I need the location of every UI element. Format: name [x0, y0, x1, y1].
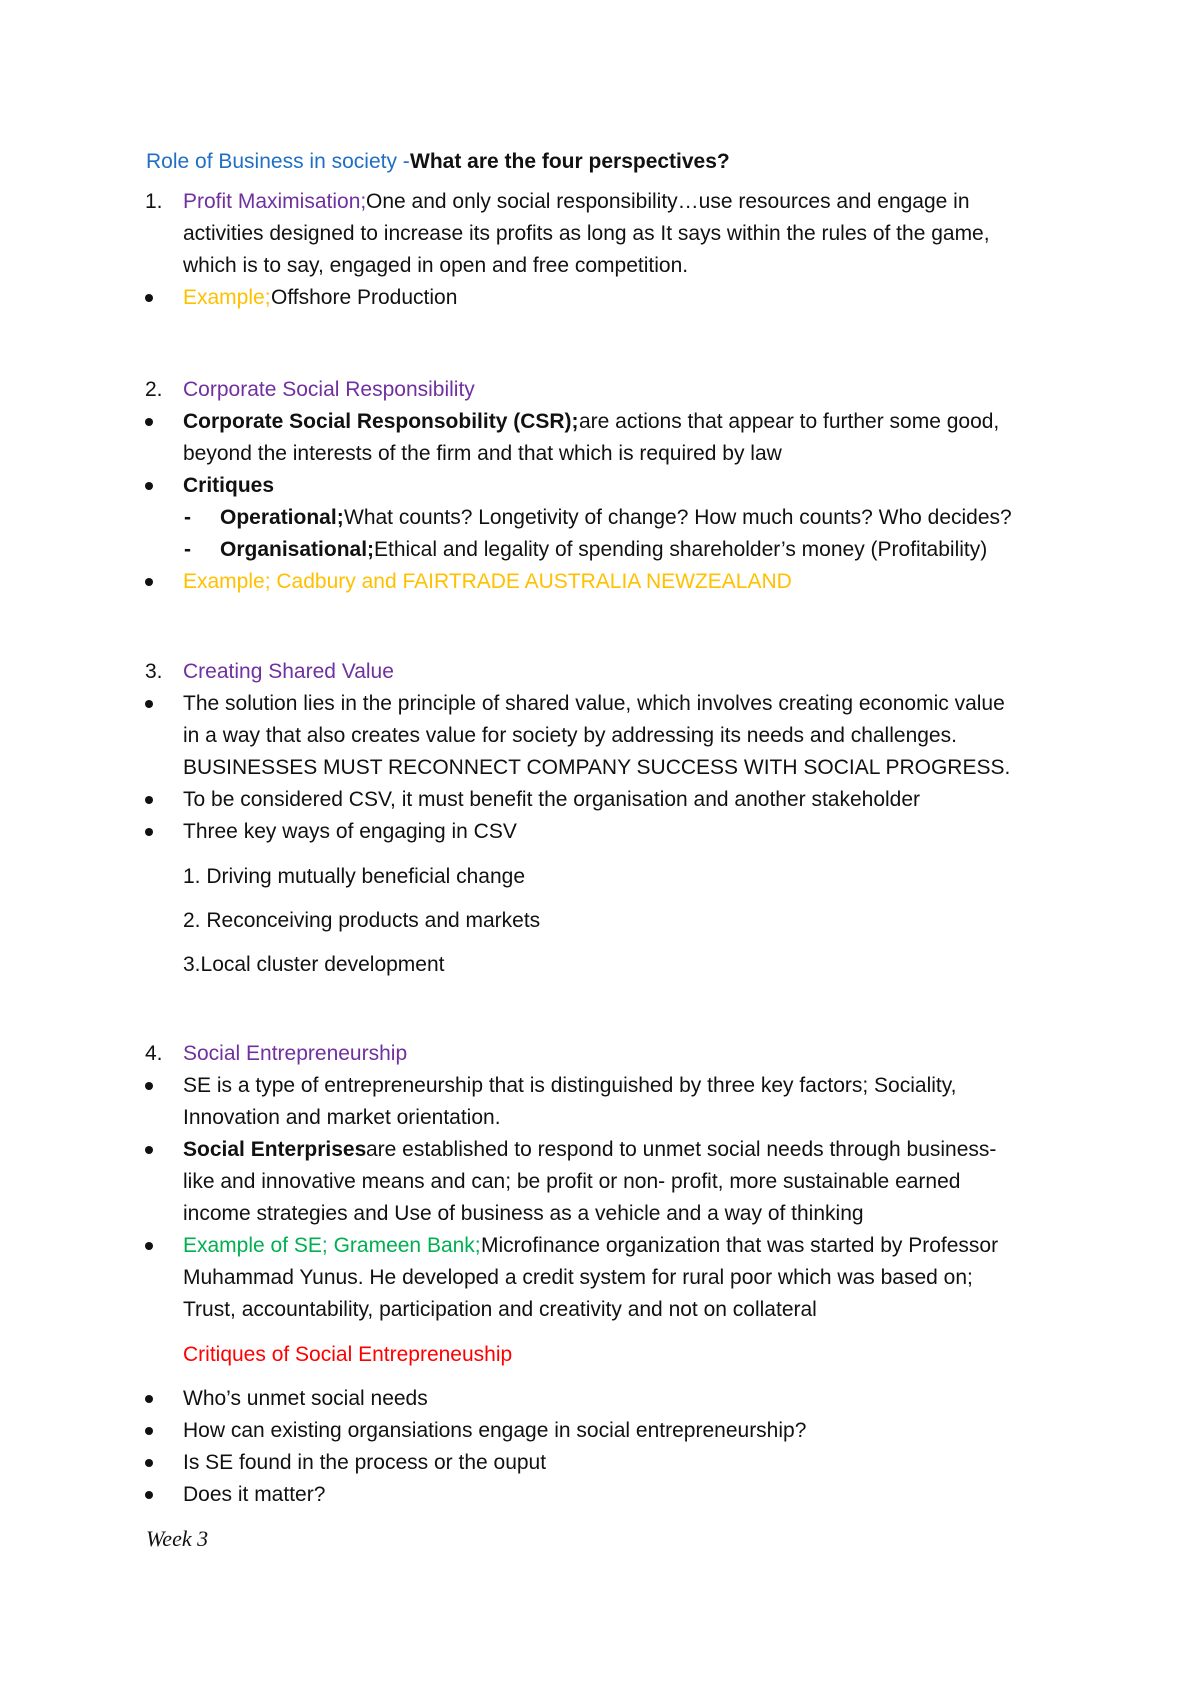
organisational-label: Organisational; [220, 538, 375, 561]
critique-text: How can existing organsiations engage in social entrepreneurship? [183, 1419, 807, 1442]
bullet-icon [145, 1427, 153, 1435]
organisational-text: Ethical and legality of spending shareholder’s money (Profitability) [374, 538, 988, 561]
csv-text: To be considered CSV, it must benefit the organisation and another stakeholder [183, 788, 921, 811]
se-text: SE is a type of entrepreneurship that is distinguished by three key factors; Sociality, [183, 1074, 957, 1097]
csr-text: beyond the interests of the firm and that which is required by law [183, 442, 782, 465]
section-number: 2. [145, 378, 163, 401]
section-text: which is to say, engaged in open and free competition. [183, 254, 689, 277]
dash-icon: - [184, 538, 191, 561]
example-text: Trust, accountability, participation and creativity and not on collateral [183, 1298, 817, 1321]
se-text: income strategies and Use of business as a vehicle and a way of thinking [183, 1202, 864, 1225]
title-question: What are the four perspectives? [410, 150, 730, 173]
csr-label: Corporate Social Responsobility (CSR); [183, 410, 579, 433]
csv-text: Three key ways of engaging in CSV [183, 820, 517, 843]
csv-text: in a way that also creates value for society by addressing its needs and challenges. [183, 724, 957, 747]
section-number: 3. [145, 660, 163, 683]
bullet-icon [145, 796, 153, 804]
section-text: One and only social responsibility…use resources and engage in [366, 190, 970, 213]
csv-way: 2. Reconceiving products and markets [183, 909, 541, 932]
example-text: Example; Cadbury and FAIRTRADE AUSTRALIA NEWZEALAND [183, 570, 792, 593]
section-title: Creating Shared Value [183, 660, 394, 683]
section-number: 1. [145, 190, 163, 213]
csv-text: The solution lies in the principle of shared value, which involves creating economic value [183, 692, 1005, 715]
footer-text: Week 3 [146, 1526, 209, 1551]
operational-label: Operational; [220, 506, 344, 529]
bullet-icon [145, 1395, 153, 1403]
bullet-icon [145, 700, 153, 708]
bullet-icon [145, 482, 153, 490]
bullet-icon [145, 1146, 153, 1154]
se-text: are established to respond to unmet social needs through business- [366, 1138, 997, 1161]
se-label: Social Enterprises [183, 1138, 367, 1161]
bullet-icon [145, 1491, 153, 1499]
title-prefix: Role of Business in society - [146, 150, 410, 173]
csv-text: BUSINESSES MUST RECONNECT COMPANY SUCCESS WITH SOCIAL PROGRESS. [183, 756, 1011, 779]
bullet-icon [145, 1082, 153, 1090]
bullet-icon [145, 1242, 153, 1250]
example-text: Microfinance organization that was started by Professor [481, 1234, 999, 1257]
critiques-title: Critiques of Social Entrepreneuship [183, 1343, 513, 1366]
dash-icon: - [184, 506, 191, 529]
critique-text: Is SE found in the process or the ouput [183, 1451, 547, 1474]
section-number: 4. [145, 1042, 163, 1065]
critique-text: Does it matter? [183, 1483, 326, 1506]
bullet-icon [145, 828, 153, 836]
example-text: Offshore Production [271, 286, 458, 309]
csv-way: 1. Driving mutually beneficial change [183, 865, 526, 888]
csv-way: 3.Local cluster development [183, 953, 445, 976]
csr-text: are actions that appear to further some good, [579, 410, 1000, 433]
example-text: Muhammad Yunus. He developed a credit system for rural poor which was based on; [183, 1266, 973, 1289]
section-title: Corporate Social Responsibility [183, 378, 475, 401]
example-label: Example; [183, 286, 271, 309]
se-text: like and innovative means and can; be profit or non- profit, more sustainable earned [183, 1170, 961, 1193]
section-title: Profit Maximisation; [183, 190, 367, 213]
se-text: Innovation and market orientation. [183, 1106, 501, 1129]
example-label: Example of SE; Grameen Bank; [183, 1234, 481, 1257]
bullet-icon [145, 418, 153, 426]
section-text: activities designed to increase its profits as long as It says within the rules of the game, [183, 222, 990, 245]
bullet-icon [145, 294, 153, 302]
critique-text: Who’s unmet social needs [183, 1387, 428, 1410]
bullet-icon [145, 1459, 153, 1467]
section-title: Social Entrepreneurship [183, 1042, 408, 1065]
critiques-label: Critiques [183, 474, 275, 497]
bullet-icon [145, 578, 153, 586]
operational-text: What counts? Longetivity of change? How much counts? Who decides? [344, 506, 1012, 529]
